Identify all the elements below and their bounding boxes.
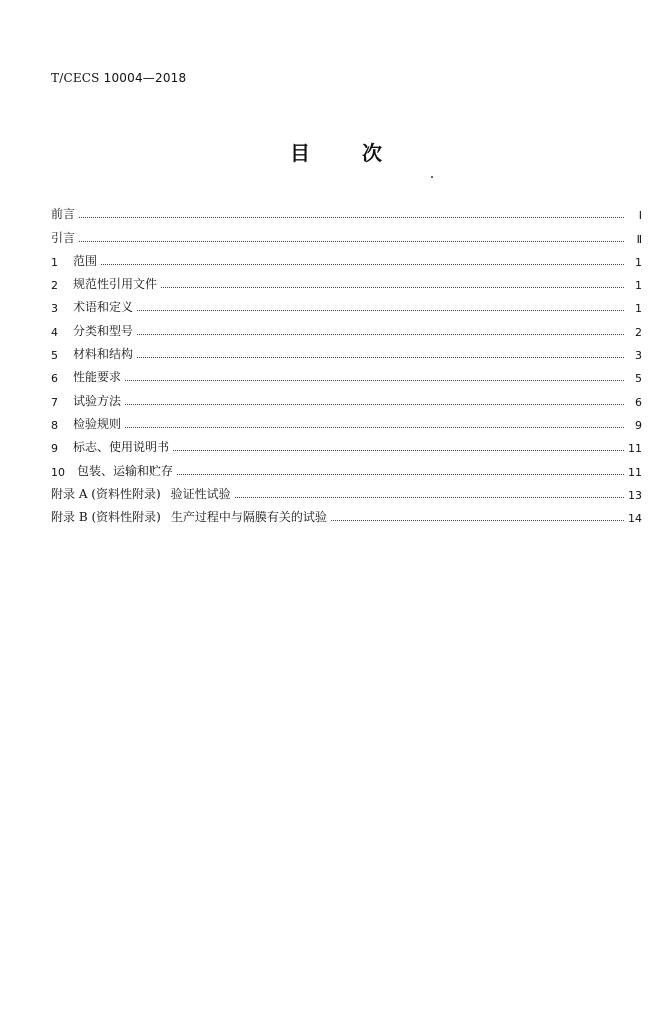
table-of-contents [51, 199, 642, 525]
toc-leader-dots [79, 241, 624, 242]
toc-leader-dots [161, 287, 624, 288]
toc-entry-introduction [51, 222, 642, 245]
toc-entry-page: 2 [635, 325, 642, 339]
toc-entry-6 [51, 362, 642, 385]
toc-entry-number: 10 [51, 465, 65, 479]
toc-entry-label: 前言 [51, 207, 76, 222]
toc-entry-number: 5 [51, 349, 58, 363]
toc-entry-number: 1 [51, 255, 58, 269]
toc-entry-label: 标志、使用说明书 [73, 440, 170, 455]
toc-entry-page: 1 [635, 255, 642, 269]
toc-entry-label: 范围 [73, 253, 98, 268]
standard-number: 10004—2018 [103, 71, 187, 85]
toc-entry-label: 分类和型号 [73, 323, 134, 338]
toc-leader-dots [125, 380, 624, 381]
toc-entry-label: 包装、运输和贮存 [77, 463, 174, 478]
toc-leader-dots [101, 264, 624, 265]
scan-speck [431, 176, 433, 178]
title-char-1: 目 [290, 141, 310, 165]
toc-entry-label: 规范性引用文件 [73, 277, 158, 292]
toc-entry-subtitle: 验证性试验 [170, 486, 231, 501]
toc-entry-10 [51, 455, 642, 478]
toc-entry-5 [51, 339, 642, 362]
toc-entry-1 [51, 246, 642, 269]
toc-leader-dots [137, 357, 624, 358]
toc-entry-4 [51, 315, 642, 338]
toc-leader-dots [79, 217, 624, 218]
toc-entry-8 [51, 409, 642, 432]
page-title [0, 137, 672, 166]
toc-entry-number: 9 [51, 442, 58, 456]
toc-entry-page: 1 [635, 279, 642, 293]
toc-entry-number: 7 [51, 395, 58, 409]
toc-entry-number: 6 [51, 372, 58, 386]
toc-entry-appendix-b [51, 502, 642, 525]
toc-leader-dots [235, 497, 624, 498]
toc-entry-page: 11 [628, 465, 642, 479]
toc-entry-page: 9 [635, 418, 642, 432]
toc-entry-page: 5 [635, 372, 642, 386]
toc-entry-page: 13 [628, 488, 642, 502]
toc-entry-9 [51, 432, 642, 455]
toc-leader-dots [331, 520, 624, 521]
toc-entry-number: 4 [51, 325, 58, 339]
toc-entry-7 [51, 385, 642, 408]
toc-leader-dots [125, 427, 624, 428]
toc-leader-dots [137, 334, 624, 335]
toc-entry-page: 11 [628, 442, 642, 456]
standard-code [51, 71, 186, 85]
toc-entry-appendix-a [51, 479, 642, 502]
title-char-2: 次 [362, 141, 382, 165]
toc-entry-page: 6 [635, 395, 642, 409]
toc-entry-2 [51, 269, 642, 292]
toc-entry-page: 3 [635, 349, 642, 363]
toc-entry-page: Ⅰ [638, 209, 642, 223]
toc-entry-3 [51, 292, 642, 315]
toc-entry-label: 材料和结构 [73, 347, 134, 362]
toc-entry-page: 1 [635, 302, 642, 316]
toc-entry-label: 试验方法 [73, 393, 122, 408]
toc-entry-label: 附录 B (资料性附录) 生产过程中与隔膜有关的试验 [51, 510, 327, 525]
toc-leader-dots [125, 404, 624, 405]
toc-entry-page: 14 [628, 512, 642, 526]
toc-entry-subtitle: 生产过程中与隔膜有关的试验 [170, 510, 327, 525]
toc-entry-label: 检验规则 [73, 416, 122, 431]
toc-leader-dots [177, 474, 624, 475]
toc-entry-label: 术语和定义 [73, 300, 134, 315]
toc-entry-number: 2 [51, 279, 58, 293]
toc-leader-dots [173, 450, 624, 451]
toc-entry-label: 引言 [51, 230, 76, 245]
toc-entry-foreword [51, 199, 642, 222]
toc-entry-label: 附录 A (资料性附录) 验证性试验 [51, 486, 231, 501]
toc-leader-dots [137, 310, 624, 311]
toc-entry-page: Ⅱ [636, 232, 642, 246]
toc-entry-label: 性能要求 [73, 370, 122, 385]
toc-entry-number: 3 [51, 302, 58, 316]
standard-prefix: T/CECS [51, 71, 100, 85]
toc-entry-number: 8 [51, 418, 58, 432]
